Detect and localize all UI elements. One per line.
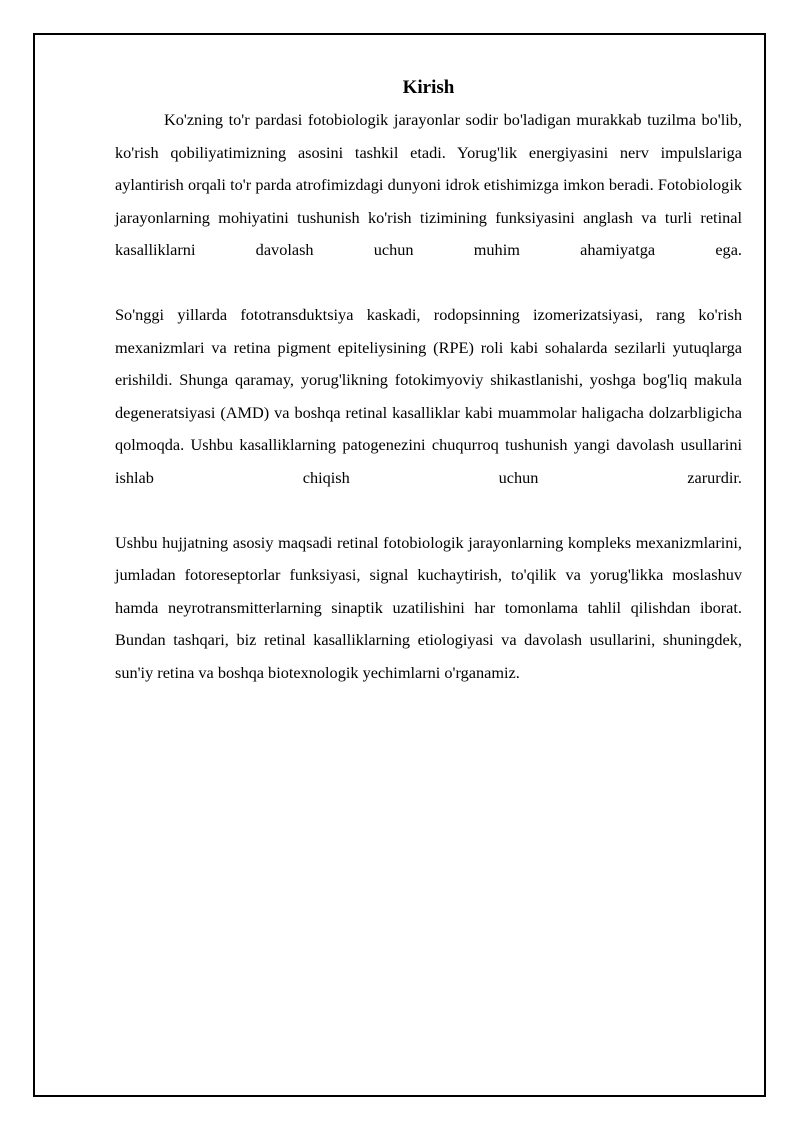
paragraph-purpose: Ushbu hujjatning asosiy maqsadi retinal fotobiologik jarayonlarning kompleks mexanizmlarini, jumladan fotoreseptorlar funksiyasi, signal kuchaytirish, to'qilik va yorug'likka moslashuv hamda neyrotransmitterlarning sinaptik uzatilishini har tomonlama tahlil qilishdan iborat. Bundan tashqari, biz retinal kasalliklarning etiologiyasi va davolash usullarini, shuningdek, sun'iy retina va boshqa biotexnologik yechimlarni o'rganamiz. (115, 532, 742, 682)
paragraph-advances: So'nggi yillarda fototransduktsiya kaskadi, rodopsinning izomerizatsiyasi, rang ko'rish mexanizmlari va retina pigment epiteliysining (RPE) roli kabi sohalarda sezilarli yutuqlarga erishildi. Shunga qaramay, yorug'likning fotokimyoviy shikastlanishi, yoshga bog'liq makula degeneratsiyasi (AMD) va boshqa retinal kasalliklar kabi muammolar haligacha dolzarbligicha qolmoqda. Ushbu kasalliklarning patogenezini chuqurroq tushunish yangi davolash usullarini ishlab chiqish uchun zarurdir. (115, 305, 742, 487)
document-title: Kirish (402, 77, 455, 98)
paragraph-intro: Ko'zning to'r pardasi fotobiologik jarayonlar sodir bo'ladigan murakkab tuzilma bo'lib, ko'rish qobiliyatimizning asosini tashkil etadi. Yorug'lik energiyasini nerv impulslariga aylantirish orqali to'r parda atrofimizdagi dunyoni idrok etishimizga imkon beradi. Fotobiologik jarayonlarning mohiyatini tushunish ko'rish tizimining funksiyasini anglash va turli retinal kasalliklarni davolash uchun muhim ahamiyatga ega. (115, 110, 742, 259)
document-body (115, 76, 742, 689)
paragraph-spacer (115, 267, 742, 300)
paragraph-spacer (115, 494, 742, 527)
